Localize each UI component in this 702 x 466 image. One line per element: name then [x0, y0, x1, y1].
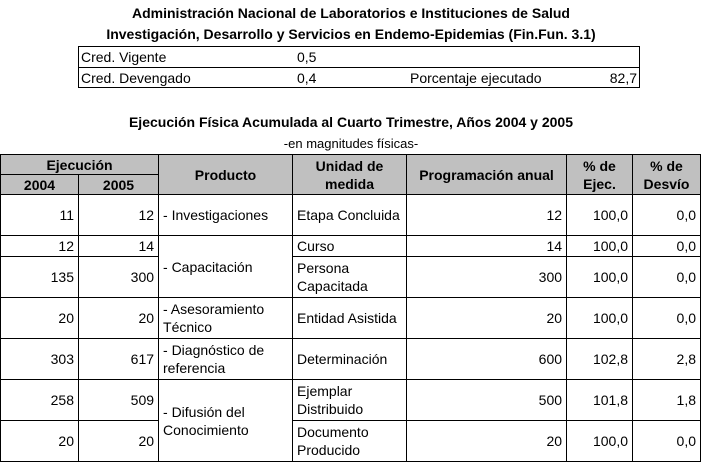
header-programacion: Programación anual	[407, 155, 567, 195]
cell-pct-ejec: 100,0	[567, 298, 633, 339]
table-row	[1, 421, 701, 462]
cred-devengado-value: 0,4	[297, 70, 317, 86]
cell-producto: - Diagnóstico de referencia	[159, 339, 293, 380]
header-2004: 2004	[1, 175, 79, 195]
header-unidad: Unidad de medida	[293, 155, 407, 195]
cell-pct-desvio: 1,8	[633, 380, 701, 421]
header-producto: Producto	[159, 155, 293, 195]
cell-unidad: Determinación	[293, 339, 407, 380]
cell-pct-ejec: 101,8	[567, 380, 633, 421]
credits-divider	[79, 67, 639, 68]
report-title: Administración Nacional de Laboratorios e Instituciones de Salud	[132, 5, 570, 21]
cell-2005: 14	[79, 236, 159, 257]
cell-2005: 509	[79, 380, 159, 421]
table-row	[1, 298, 701, 339]
cell-programacion: 20	[407, 421, 567, 462]
cell-pct-ejec: 102,8	[567, 339, 633, 380]
cell-pct-desvio: 0,0	[633, 236, 701, 257]
cell-pct-desvio: 0,0	[633, 298, 701, 339]
cell-2005: 617	[79, 339, 159, 380]
cred-vigente-label: Cred. Vigente	[81, 49, 167, 65]
table-row	[1, 257, 701, 298]
cell-2004: 303	[1, 339, 79, 380]
cell-unidad: Ejemplar Distribuido	[293, 380, 407, 421]
cell-2004: 20	[1, 298, 79, 339]
cell-unidad: Curso	[293, 236, 407, 257]
cred-devengado-label: Cred. Devengado	[81, 70, 191, 86]
cell-pct-desvio: 0,0	[633, 195, 701, 236]
cell-2004: 20	[1, 421, 79, 462]
cell-programacion: 600	[407, 339, 567, 380]
cell-2005: 20	[79, 421, 159, 462]
table-row	[1, 195, 701, 236]
cred-vigente-value: 0,5	[297, 49, 317, 65]
cell-producto: - Capacitación	[159, 236, 293, 298]
cell-2004: 135	[1, 257, 79, 298]
porcentaje-value: 82,7	[609, 70, 637, 86]
execution-table	[0, 154, 701, 462]
cell-pct-ejec: 100,0	[567, 236, 633, 257]
cell-programacion: 20	[407, 298, 567, 339]
cell-programacion: 12	[407, 195, 567, 236]
cell-pct-desvio: 2,8	[633, 339, 701, 380]
section-subtitle: -en magnitudes físicas-	[283, 136, 419, 151]
cell-producto: - Investigaciones	[159, 195, 293, 236]
header-pct-ejec: % de Ejec.	[567, 155, 633, 195]
table-row	[1, 339, 701, 380]
header-2005: 2005	[79, 175, 159, 195]
header-pct-desvio: % de Desvío	[633, 155, 701, 195]
cell-unidad: Entidad Asistida	[293, 298, 407, 339]
cell-producto: - Difusión del Conocimiento	[159, 380, 293, 462]
cell-unidad: Etapa Concluida	[293, 195, 407, 236]
cell-programacion: 300	[407, 257, 567, 298]
report-subtitle: Investigación, Desarrollo y Servicios en Endemo-Epidemias (Fin.Fun. 3.1)	[106, 26, 596, 42]
cell-2005: 12	[79, 195, 159, 236]
cell-programacion: 500	[407, 380, 567, 421]
cell-pct-ejec: 100,0	[567, 195, 633, 236]
cell-2005: 300	[79, 257, 159, 298]
cell-programacion: 14	[407, 236, 567, 257]
table-row	[1, 236, 701, 257]
header-ejecucion: Ejecución	[1, 155, 159, 175]
cell-2004: 12	[1, 236, 79, 257]
section-title: Ejecución Física Acumulada al Cuarto Trimestre, Años 2004 y 2005	[128, 114, 574, 130]
cell-producto: - Asesoramiento Técnico	[159, 298, 293, 339]
credits-box	[78, 46, 640, 88]
cell-pct-ejec: 100,0	[567, 421, 633, 462]
cell-2004: 11	[1, 195, 79, 236]
cell-unidad: Persona Capacitada	[293, 257, 407, 298]
porcentaje-label: Porcentaje ejecutado	[410, 70, 542, 86]
cell-pct-desvio: 0,0	[633, 257, 701, 298]
cell-2004: 258	[1, 380, 79, 421]
cell-2005: 20	[79, 298, 159, 339]
table-row	[1, 380, 701, 421]
cell-pct-desvio: 0,0	[633, 421, 701, 462]
cell-pct-ejec: 100,0	[567, 257, 633, 298]
cell-unidad: Documento Producido	[293, 421, 407, 462]
